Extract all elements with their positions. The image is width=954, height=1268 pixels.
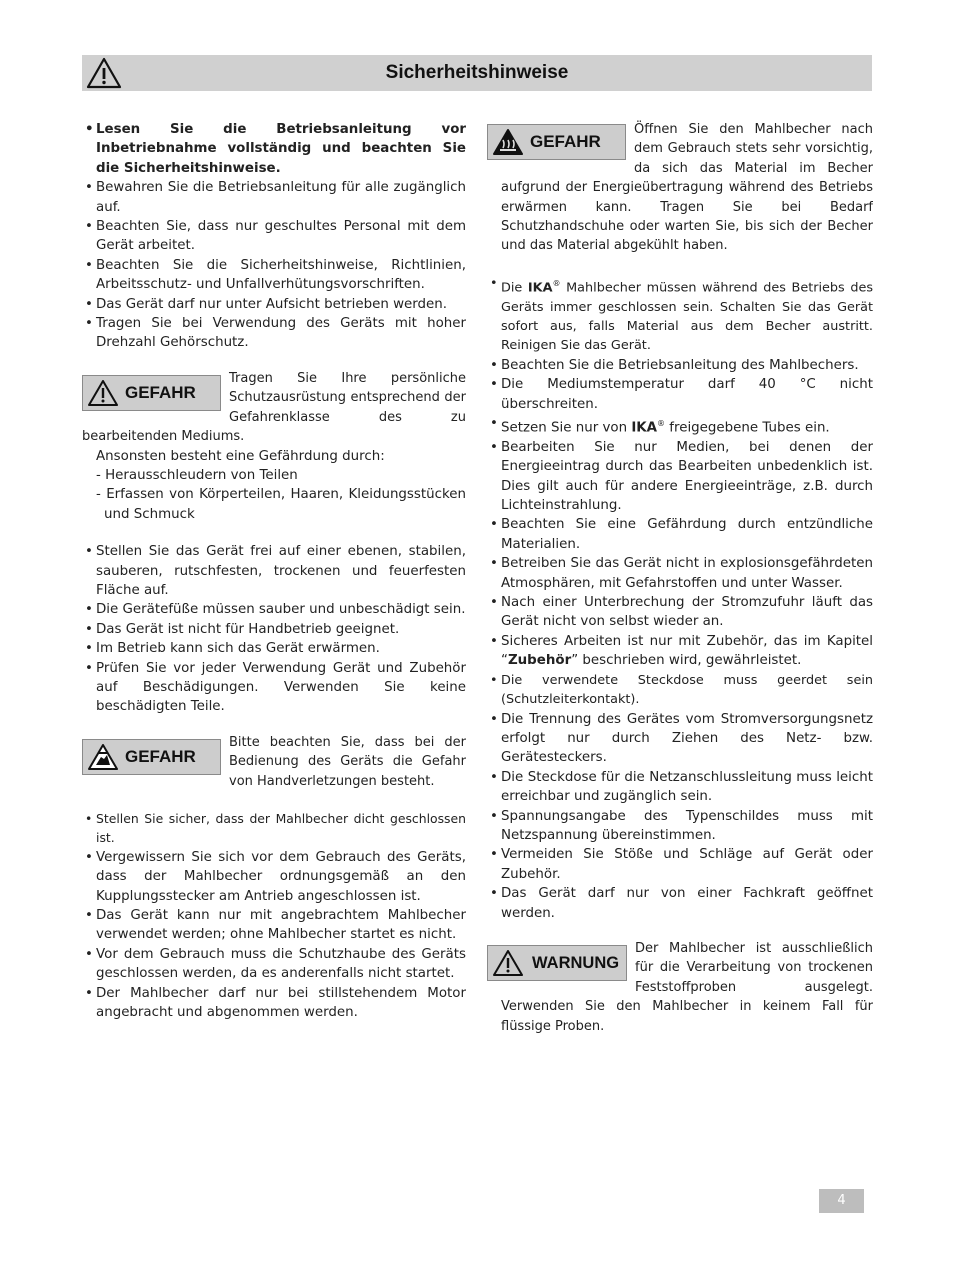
warning-notice-dry-samples: [487, 939, 873, 1036]
list-item: • Nach einer Unterbrechung der Stromzufuhr läuft das Gerät nicht von selbst wieder an.: [487, 593, 873, 632]
warning-triangle-icon: [87, 379, 119, 407]
warning-label: WARNUNG: [532, 953, 620, 972]
warning-text: Der Mahlbecher ist ausschließlich für die Verarbeitung von trockenen Feststoffproben ausgelegt. Verwenden Sie den Mahlbecher in keinem Fall für flüssige Proben.: [501, 940, 873, 1034]
hazard-item: - Herausschleudern von Teilen: [96, 467, 298, 483]
list-item: • Beachten Sie die Sicherheitshinweise, Richtlinien, Arbeitsschutz- und Unfallverhütungsvorschriften.: [82, 256, 466, 295]
danger-text: Öffnen Sie den Mahlbecher nach dem Gebrauch stets sehr vorsichtig, da sich das Material im Becher aufgrund der Energieübertragung während des Betriebs erwärmen kann. Tragen Sie bei Bedarf Schutzhandschuhe oder warten Sie, bis sich der Becher und das Material abgekühlt haben.: [501, 122, 873, 254]
grinding-cup-list: [82, 809, 466, 1022]
list-item: • Die Trennung des Gerätes vom Stromversorgungsnetz erfolgt nur durch Ziehen des Netz- bzw. Gerätesteckers.: [487, 710, 873, 768]
list-item: • Im Betrieb kann sich das Gerät erwärmen.: [82, 639, 466, 658]
left-column: [82, 120, 466, 1022]
list-item: • Lesen Sie die Betriebsanleitung vor Inbetriebnahme vollständig und beachten Sie die Sicherheitshinweise.: [82, 120, 466, 178]
danger-notice-hand-injury: [82, 733, 466, 791]
list-item: • Der Mahlbecher darf nur bei stillstehendem Motor angebracht und abgenommen werden.: [82, 984, 466, 1023]
list-item: • Vor dem Gebrauch muss die Schutzhaube des Geräts geschlossen werden, da es anderenfalls nicht startet.: [82, 945, 466, 984]
general-safety-list: [82, 120, 466, 353]
danger-notice-protective-gear: [82, 369, 466, 524]
hot-surface-icon: [492, 128, 524, 156]
warning-badge: [487, 945, 627, 981]
danger-badge: [82, 375, 221, 411]
list-item: • Bearbeiten Sie nur Medien, bei denen der Energieeintrag durch das Bearbeiten unbedenklich ist. Dies gilt auch für andere Energieeinträge, z.B. durch Lichteinstrahlung.: [487, 438, 873, 516]
list-item: • Das Gerät kann nur mit angebrachtem Mahlbecher verwendet werden; ohne Mahlbecher startet es nicht.: [82, 906, 466, 945]
list-item: • Das Gerät darf nur unter Aufsicht betrieben werden.: [82, 295, 466, 314]
warning-triangle-icon: [492, 949, 524, 977]
danger-badge: [82, 739, 221, 775]
hand-crush-hazard-icon: [87, 743, 119, 771]
list-item: • Beachten Sie eine Gefährdung durch entzündliche Materialien.: [487, 515, 873, 554]
danger-label: GEFAHR: [125, 382, 196, 402]
list-item: • Die Gerätefüße müssen sauber und unbeschädigt sein.: [82, 600, 466, 619]
hazard-intro: Ansonsten besteht eine Gefährdung durch:: [96, 448, 385, 464]
brand-name: IKA: [527, 280, 553, 296]
list-item: • Die Steckdose für die Netzanschlussleitung muss leicht erreichbar und zugänglich sein.: [487, 768, 873, 807]
list-item: • Die IKA® Mahlbecher müssen während des Betriebs des Geräts immer geschlossen sein. Schalten Sie das Gerät sofort aus, falls Material aus dem Becher austritt. Reinigen Sie das Gerät.: [487, 274, 873, 356]
list-item: • Beachten Sie die Betriebsanleitung des Mahlbechers.: [487, 356, 873, 375]
danger-badge: [487, 124, 626, 160]
list-item: • Stellen Sie sicher, dass der Mahlbecher dicht geschlossen ist.: [82, 809, 466, 848]
right-column: [487, 120, 873, 1036]
list-item: • Die Mediumstemperatur darf 40 °C nicht überschreiten.: [487, 375, 873, 414]
list-item: • Spannungsangabe des Typenschildes muss mit Netzspannung übereinstimmen.: [487, 807, 873, 846]
list-item: • Vergewissern Sie sich vor dem Gebrauch des Geräts, dass der Mahlbecher ordnungsgemäß an den Kupplungsstecker am Antrieb angeschlossen ist.: [82, 848, 466, 906]
brand-name: IKA: [631, 420, 658, 436]
page-number: 4: [819, 1189, 864, 1213]
list-item: • Prüfen Sie vor jeder Verwendung Gerät und Zubehör auf Beschädigungen. Verwenden Sie keine beschädigten Teile.: [82, 659, 466, 717]
setup-list: [82, 542, 466, 717]
list-item: • Stellen Sie das Gerät frei auf einer ebenen, stabilen, sauberen, rutschfesten, trockenen und feuerfesten Fläche auf.: [82, 542, 466, 600]
hazard-details: [82, 447, 466, 525]
list-item: • Vermeiden Sie Stöße und Schläge auf Gerät oder Zubehör.: [487, 845, 873, 884]
danger-text: Tragen Sie Ihre persönliche Schutzausrüstung entsprechend der Gefahrenklasse des zu bearbeitenden Mediums.: [82, 370, 466, 445]
list-item: • Betreiben Sie das Gerät nicht in explosionsgefährdeten Atmosphären, mit Gefahrstoffen und unter Wasser.: [487, 554, 873, 593]
list-item: • Bewahren Sie die Betriebsanleitung für alle zugänglich auf.: [82, 178, 466, 217]
page-title: Sicherheitshinweise: [385, 62, 569, 83]
chapter-reference: Zubehör: [507, 653, 572, 669]
list-item: • Die verwendete Steckdose muss geerdet sein (Schutzleiterkontakt).: [487, 671, 873, 710]
operation-list: [487, 274, 873, 923]
list-item: • Das Gerät ist nicht für Handbetrieb geeignet.: [82, 620, 466, 639]
danger-label: GEFAHR: [125, 746, 196, 766]
list-item: • Sicheres Arbeiten ist nur mit Zubehör, das im Kapitel “Zubehör” beschrieben wird, gewährleistet.: [487, 632, 873, 671]
list-item: • Das Gerät darf nur von einer Fachkraft geöffnet werden.: [487, 884, 873, 923]
danger-label: GEFAHR: [530, 132, 601, 151]
danger-notice-hot-surface: [487, 120, 873, 256]
list-item: • Setzen Sie nur von IKA® freigegebene Tubes ein.: [487, 414, 873, 438]
page-header: [82, 55, 872, 91]
list-item: • Tragen Sie bei Verwendung des Geräts mit hoher Drehzahl Gehörschutz.: [82, 314, 466, 353]
danger-text: Bitte beachten Sie, dass bei der Bedienung des Geräts die Gefahr von Handverletzungen besteht.: [229, 734, 466, 789]
list-item: • Beachten Sie, dass nur geschultes Personal mit dem Gerät arbeitet.: [82, 217, 466, 256]
hazard-item: - Erfassen von Körperteilen, Haaren, Kleidungsstücken und Schmuck: [96, 487, 466, 522]
